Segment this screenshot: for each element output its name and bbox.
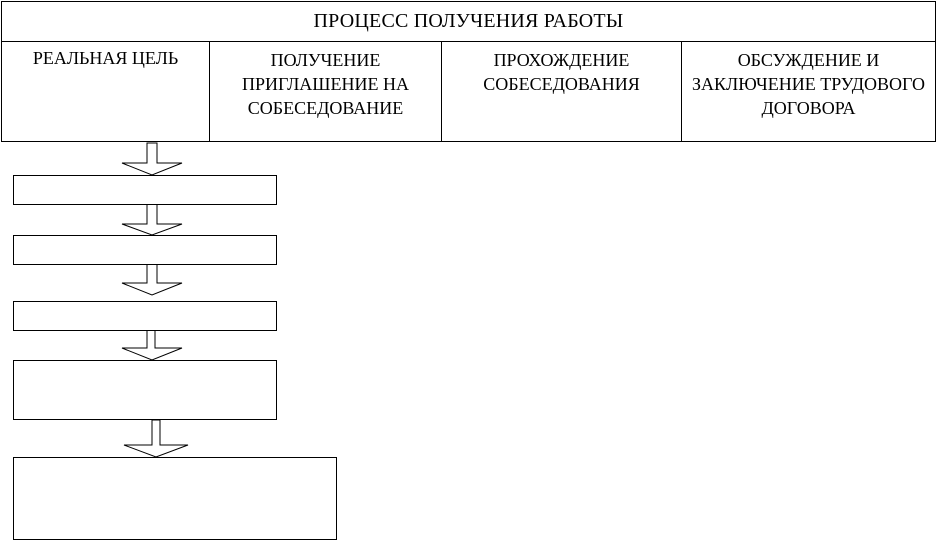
column-label: ПОЛУЧЕНИЕ ПРИГЛАШЕНИЕ НА СОБЕСЕДОВАНИЕ bbox=[242, 50, 409, 118]
flow-box-3 bbox=[13, 301, 277, 331]
down-arrow-icon bbox=[124, 420, 188, 457]
column-label: ОБСУЖДЕНИЕ И ЗАКЛЮЧЕНИЕ ТРУДОВОГО ДОГОВОРА bbox=[692, 50, 925, 118]
flow-box-1 bbox=[13, 175, 277, 205]
down-arrow-icon bbox=[122, 143, 182, 175]
flow-box-2 bbox=[13, 235, 277, 265]
flow-box-4 bbox=[13, 360, 277, 420]
down-arrow-icon bbox=[122, 264, 182, 295]
column-label: ПРОХОЖДЕНИЕ СОБЕСЕДОВАНИЯ bbox=[483, 50, 640, 94]
down-arrow-icon bbox=[122, 204, 182, 235]
flow-box-5 bbox=[13, 457, 337, 540]
process-title: ПРОЦЕСС ПОЛУЧЕНИЯ РАБОТЫ bbox=[2, 2, 935, 42]
column-label: РЕАЛЬНАЯ ЦЕЛЬ bbox=[32, 48, 179, 68]
